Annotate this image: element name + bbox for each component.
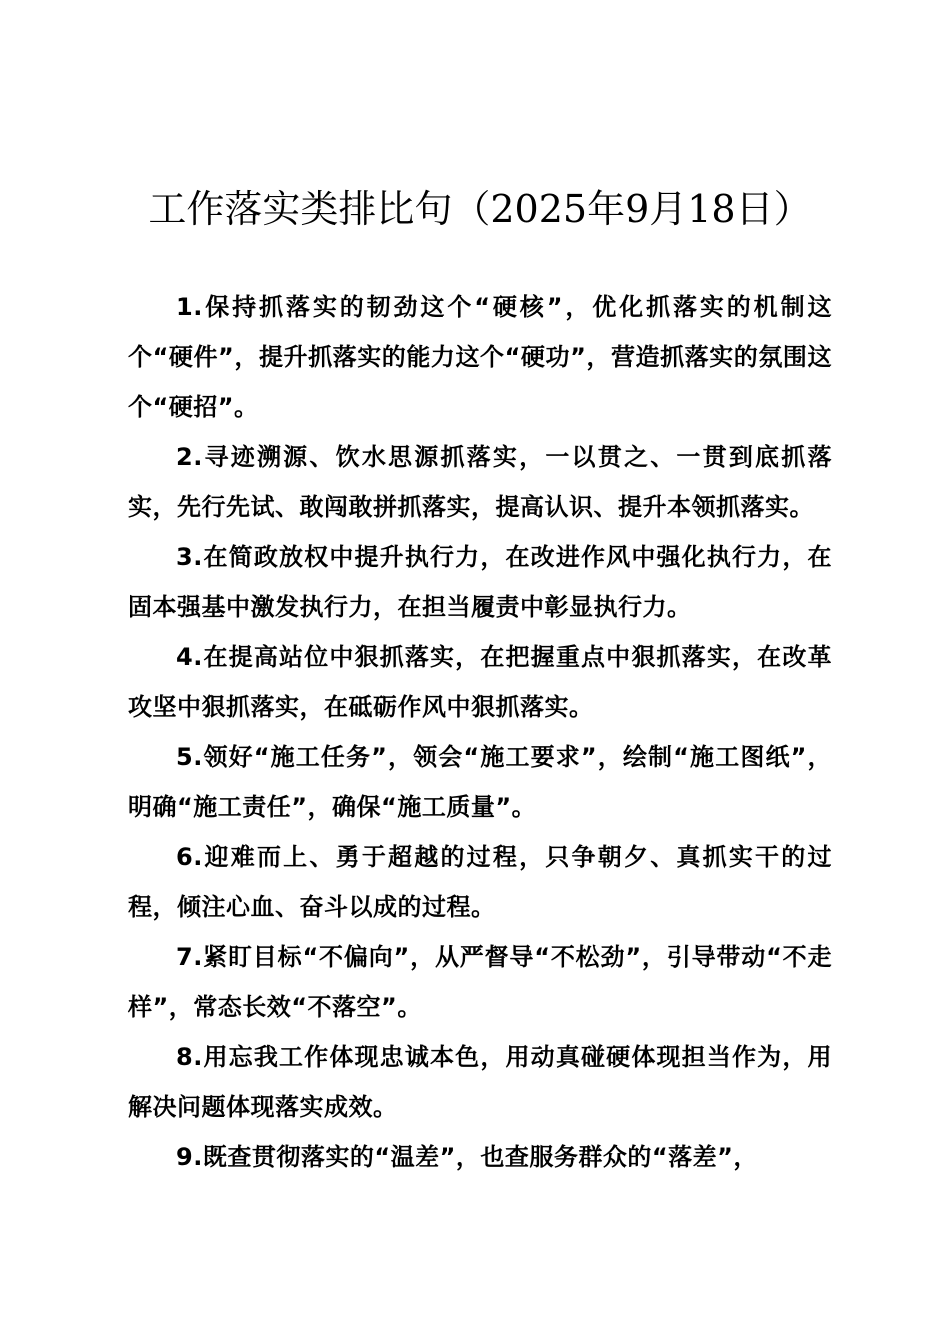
paragraph-7: 7.紧盯目标“不偏向”，从严督导“不松劲”，引导带动“不走样”，常态长效“不落空”。 — [128, 943, 832, 1021]
paragraph-9: 9.既查贯彻落实的“温差”，也查服务群众的“落差”， — [176, 1143, 758, 1171]
paragraph-5: 5.领好“施工任务”，领会“施工要求”，绘制“施工图纸”，明确“施工责任”，确保“施工质量”。 — [128, 743, 832, 821]
document-title: 工作落实类排比句（2025年9月18日） — [148, 187, 812, 231]
paragraph-4: 4.在提高站位中狠抓落实，在把握重点中狠抓落实，在改革攻坚中狠抓落实，在砥砺作风中狠抓落实。 — [128, 643, 832, 721]
paragraph-2: 2.寻迹溯源、饮水思源抓落实，一以贯之、一贯到底抓落实，先行先试、敢闯敢拼抓落实，提高认识、提升本领抓落实。 — [128, 443, 832, 521]
paragraph-3: 3.在简政放权中提升执行力，在改进作风中强化执行力，在固本强基中激发执行力，在担当履责中彰显执行力。 — [128, 543, 832, 621]
document-body — [128, 282, 832, 1182]
paragraph-6: 6.迎难而上、勇于超越的过程，只争朝夕、真抓实干的过程，倾注心血、奋斗以成的过程。 — [128, 843, 832, 921]
paragraph-8: 8.用忘我工作体现忠诚本色，用动真碰硬体现担当作为，用解决问题体现落实成效。 — [128, 1043, 832, 1121]
paragraph-1: 1.保持抓落实的韧劲这个“硬核”，优化抓落实的机制这个“硬件”，提升抓落实的能力这个“硬功”，营造抓落实的氛围这个“硬招”。 — [128, 293, 832, 421]
